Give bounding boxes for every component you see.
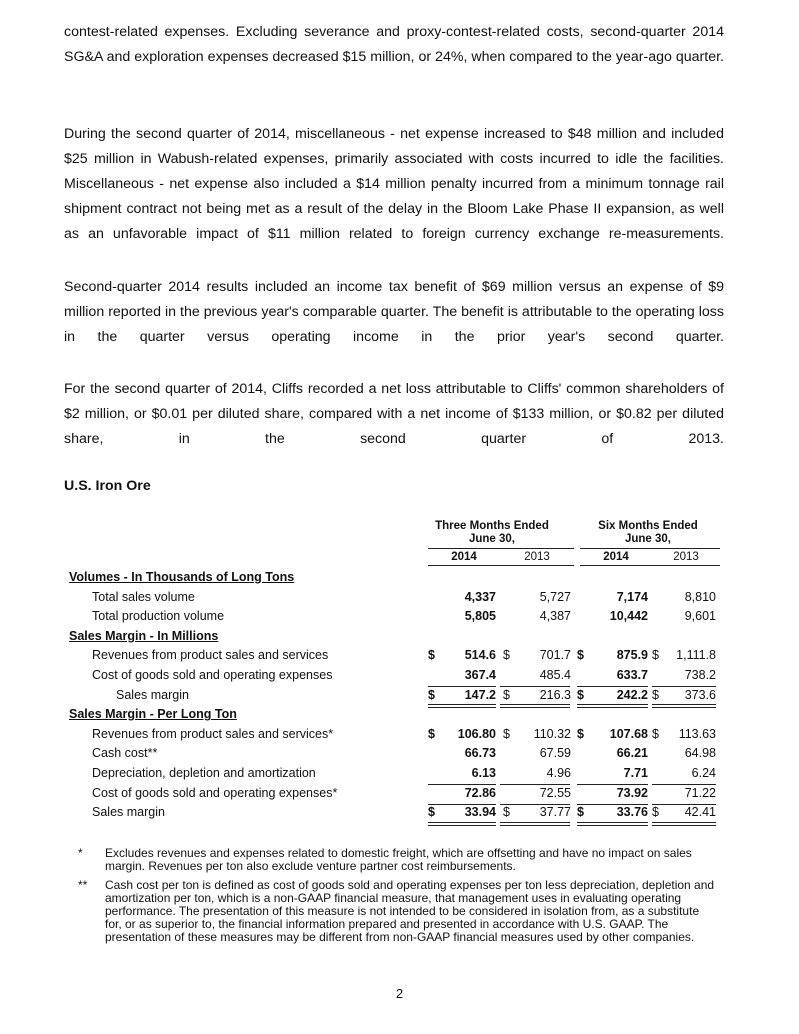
table-cell: 6.24 <box>691 766 716 780</box>
table-cell: 42.41 <box>684 805 716 820</box>
currency-symbol: $ <box>652 726 659 741</box>
cell-top-rule <box>577 804 648 805</box>
cell-top-rule <box>428 784 496 785</box>
footnote-text: Excludes revenues and expenses related to domestic freight, which are offsetting and have no impact on sales margin. Revenues per ton also exclude venture partner cost reimbursements. <box>105 845 692 873</box>
row-label: Sales Margin - Per Long Ton <box>69 707 237 722</box>
currency-symbol: $ <box>428 687 435 702</box>
currency-symbol: $ <box>428 805 435 820</box>
footnotes <box>78 847 718 950</box>
cell-top-rule <box>577 784 648 785</box>
row-label: Total production volume <box>92 609 225 624</box>
table-row <box>64 744 724 764</box>
table-row <box>64 764 724 784</box>
table-row <box>64 607 724 627</box>
currency-symbol: $ <box>577 687 584 702</box>
table-row <box>64 686 724 706</box>
period-header-line: Six Months Ended <box>598 520 698 532</box>
cell-double-rule <box>428 822 496 826</box>
year-header: 2013 <box>652 548 720 566</box>
table-cell: 67.59 <box>539 746 571 761</box>
footnote-mark: ** <box>78 877 88 892</box>
table-cell: 701.7 <box>539 648 571 663</box>
currency-symbol: $ <box>577 726 584 741</box>
footnote <box>78 879 718 944</box>
table-section-header <box>64 705 724 725</box>
table-section-header <box>64 627 724 647</box>
period-header-three-months <box>428 520 556 546</box>
page-number: 2 <box>395 986 404 1001</box>
footnote-mark: * <box>78 845 83 860</box>
table-row <box>64 784 724 804</box>
cell-top-rule <box>652 784 716 785</box>
table-row <box>64 725 724 745</box>
table-cell: 7.71 <box>623 766 648 780</box>
table-cell: 514.6 <box>464 648 496 663</box>
table-cell: 33.94 <box>464 805 496 820</box>
footnote-text: Cash cost per ton is defined as cost of goods sold and operating expenses per ton less depreciation, depletion and amortization per ton, which is a non-GAAP financial measure, that management uses in evaluating operating performance. The presentation of this measure is not intended to be considered in isolation from, as a substitute for, or as superior to, the financial information prepared and presented in accordance with U.S. GAAP. The presentation of these measures may be different from non-GAAP financial measures used by other companies. <box>105 877 715 944</box>
table-cell: 373.6 <box>684 687 716 702</box>
table-cell: 485.4 <box>539 668 571 682</box>
paragraph-miscellaneous-expense: During the second quarter of 2014, miscellaneous - net expense increased to $48 million and included $25 million in Wabush-related expenses, primarily associated with costs incurred to idle the facilities. Miscellaneous - net expense also included a $14 million penalty incurred from a minimum tonnage rail shipment contract not being met as a result of the delay in the Bloom Lake Phase II expansion, as well as an unfavorable impact of $11 million related to foreign currency exchange re-measurements. <box>64 126 724 242</box>
table-cell: 64.98 <box>684 746 716 761</box>
table-cell: 73.92 <box>616 785 648 800</box>
table-cell: 66.21 <box>616 746 648 761</box>
year-header: 2014 <box>580 548 652 566</box>
period-header-line: June 30, <box>468 533 516 545</box>
period-header-line: Three Months Ended <box>435 520 549 532</box>
year-header: 2014 <box>428 548 500 566</box>
table-row <box>64 588 724 608</box>
table-cell: 4.96 <box>546 766 571 780</box>
table-cell: 8,810 <box>684 589 716 604</box>
table-cell: 633.7 <box>616 668 648 682</box>
currency-symbol: $ <box>577 648 584 663</box>
table-cell: 71.22 <box>684 785 716 800</box>
cell-double-rule <box>652 822 716 826</box>
table-cell: 107.68 <box>609 726 648 741</box>
table-cell: 147.2 <box>464 687 496 702</box>
table-cell: 4,387 <box>539 609 571 624</box>
currency-symbol: $ <box>652 687 659 702</box>
section-title: U.S. Iron Ore <box>64 478 151 494</box>
row-label: Cost of goods sold and operating expenses <box>92 668 333 682</box>
currency-symbol: $ <box>428 648 435 663</box>
table-cell: 5,727 <box>539 589 571 604</box>
table-cell: 72.86 <box>464 785 496 800</box>
cell-double-rule <box>500 822 570 826</box>
cell-top-rule <box>428 804 496 805</box>
cell-top-rule <box>428 686 496 687</box>
paragraph-net-loss: For the second quarter of 2014, Cliffs recorded a net loss attributable to Cliffs' common shareholders of $2 million, or $0.01 per diluted share, compared with a net income of $133 million, or $0.82 per diluted share, in the second quarter of 2013. <box>64 381 724 447</box>
table-cell: 72.55 <box>539 785 571 800</box>
cell-top-rule <box>652 686 716 687</box>
currency-symbol: $ <box>577 805 584 820</box>
table-section-header <box>64 568 724 588</box>
cell-double-rule <box>577 822 648 826</box>
table-cell: 33.76 <box>616 805 648 820</box>
row-label: Sales margin <box>92 805 165 820</box>
cell-top-rule <box>500 804 570 805</box>
table-cell: 4,337 <box>464 589 496 604</box>
table-cell: 106.80 <box>457 726 496 741</box>
table-cell: 66.73 <box>464 746 496 761</box>
table-row <box>64 646 724 666</box>
table-cell: 5,805 <box>464 609 496 624</box>
currency-symbol: $ <box>652 648 659 663</box>
currency-symbol: $ <box>428 726 435 741</box>
table-cell: 9,601 <box>684 609 716 624</box>
footnote <box>78 847 718 873</box>
table-cell: 875.9 <box>616 648 648 663</box>
table-row <box>64 803 724 823</box>
cell-top-rule <box>500 784 570 785</box>
row-label: Cost of goods sold and operating expenses* <box>92 785 338 800</box>
cell-top-rule <box>500 686 570 687</box>
paragraph-income-tax: Second-quarter 2014 results included an income tax benefit of $69 million versus an expense of $9 million reported in the previous year's comparable quarter. The benefit is attributable to the operating loss in the quarter versus operating income in the prior year's second quarter. <box>64 279 724 345</box>
row-label: Revenues from product sales and services <box>92 648 329 663</box>
currency-symbol: $ <box>503 687 510 702</box>
table-cell: 6.13 <box>471 766 496 780</box>
table-cell: 37.77 <box>539 805 571 820</box>
period-header-line: June 30, <box>624 533 672 545</box>
table-cell: 10,442 <box>609 609 648 624</box>
table-cell: 216.3 <box>539 687 571 702</box>
table-cell: 110.32 <box>533 726 571 741</box>
row-label: Cash cost** <box>92 746 158 761</box>
period-header-six-months <box>580 520 716 546</box>
currency-symbol: $ <box>503 726 510 741</box>
row-label: Volumes - In Thousands of Long Tons <box>69 570 295 584</box>
currency-symbol: $ <box>503 805 510 820</box>
table-row <box>64 666 724 686</box>
row-label: Sales Margin - In Millions <box>69 628 219 643</box>
row-label: Depreciation, depletion and amortization <box>92 766 316 780</box>
table-cell: 113.63 <box>678 726 716 741</box>
row-label: Revenues from product sales and services* <box>92 726 334 741</box>
table-cell: 1,111.8 <box>676 648 716 663</box>
currency-symbol: $ <box>503 648 510 663</box>
currency-symbol: $ <box>652 805 659 820</box>
cell-top-rule <box>577 686 648 687</box>
row-label: Sales margin <box>116 687 189 702</box>
table-cell: 738.2 <box>684 668 716 682</box>
paragraph-sga-expenses: contest-related expenses. Excluding severance and proxy-contest-related costs, second-quarter 2014 SG&A and exploration expenses decreased $15 million, or 24%, when compared to the year-ago quarter. <box>64 24 724 65</box>
table-cell: 7,174 <box>616 589 648 604</box>
year-header: 2013 <box>500 548 574 566</box>
cell-top-rule <box>652 804 716 805</box>
row-label: Total sales volume <box>92 589 195 604</box>
table-cell: 367.4 <box>464 668 496 682</box>
table-cell: 242.2 <box>616 687 648 702</box>
